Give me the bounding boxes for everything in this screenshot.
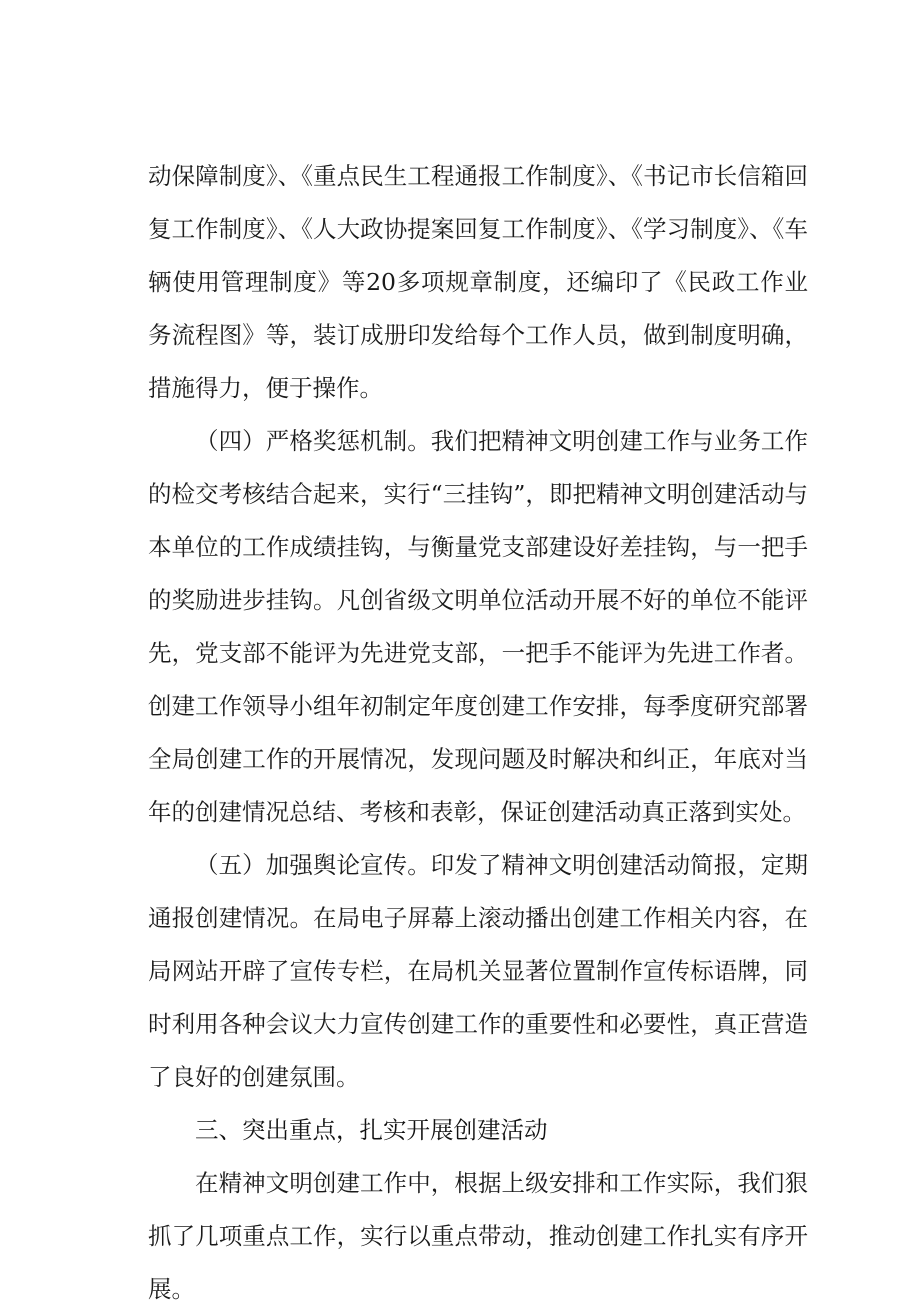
paragraph-section-three-intro: 在精神文明创建工作中，根据上级安排和工作实际，我们狠抓了几项重点工作，实行以重点带动，推动创建工作扎实有序开展。: [148, 1169, 808, 1303]
paragraph-section-five: （五）加强舆论宣传。印发了精神文明创建活动简报，定期通报创建情况。在局电子屏幕上滚动播出创建工作相关内容，在局网站开辟了宣传专栏，在局机关显著位置制作宣传标语牌，同时利用各种会议大力宣传创建工作的重要性和必要性，真正营造了良好的创建氛围。: [148, 851, 808, 1091]
paragraph-section-four: （四）严格奖惩机制。我们把精神文明创建工作与业务工作的检交考核结合起来，实行“三挂钩”，即把精神文明创建活动与本单位的工作成绩挂钩，与衡量党支部建设好差挂钩，与一把手的奖励进步挂钩。凡创省级文明单位活动开展不好的单位不能评先，党支部不能评为先进党支部，一把手不能评为先进工作者。创建工作领导小组年初制定年度创建工作安排，每季度研究部署全局创建工作的开展情况，发现问题及时解决和纠正，年底对当年的创建情况总结、考核和表彰，保证创建活动真正落到实处。: [148, 427, 808, 826]
paragraph-continuation: 动保障制度》、《重点民生工程通报工作制度》、《书记市长信箱回复工作制度》、《人大政协提案回复工作制度》、《学习制度》、《车辆使用管理制度》等20多项规章制度，还编印了《民政工作业务流程图》等，装订成册印发给每个工作人员，做到制度明确，措施得力，便于操作。: [148, 162, 808, 402]
document-body: [148, 150, 808, 1316]
section-heading-three: 三、突出重点，扎实开展创建活动: [195, 1116, 548, 1144]
